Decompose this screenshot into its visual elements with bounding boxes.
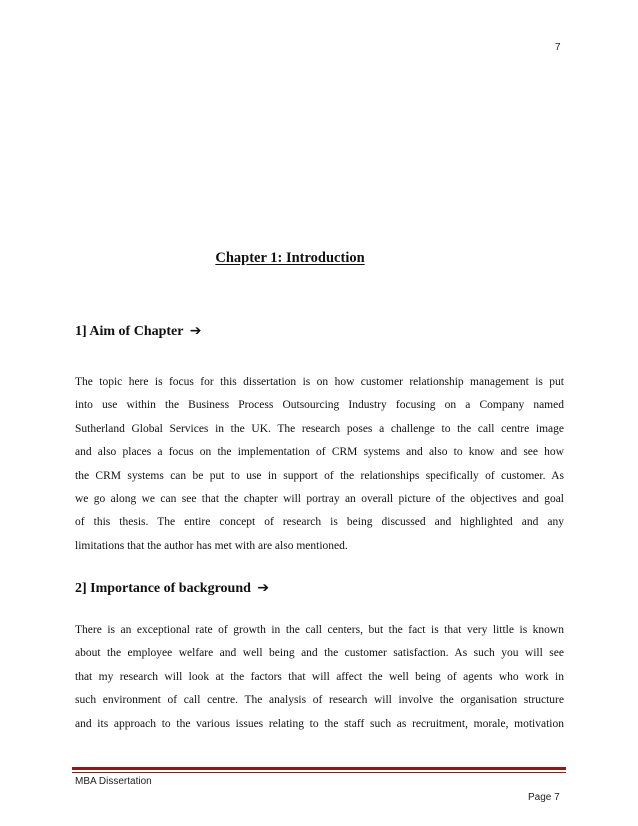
right-arrow-icon: ➔ [257,580,270,596]
footer-divider-thin [72,772,566,773]
paragraph-line: such environment of call centre. The analysis of research will involve the organisation structure [75,694,564,707]
chapter-title: Chapter 1: Introduction [215,250,365,266]
paragraph-line: we go along we can see that the chapter will portray an overall picture of the objectives and goal [75,492,564,505]
paragraph-line: that my research will look at the factors that will affect the well being of agents who work in [75,670,564,683]
paragraph-aim [75,371,564,558]
paragraph-line: limitations that the author has met with are also mentioned. [75,539,348,552]
paragraph-line: Sutherland Global Services in the UK. The research poses a challenge to the call centre image [75,422,564,435]
section-heading-text: 1] Aim of Chapter [75,324,184,339]
header-page-number: 7 [555,42,561,53]
paragraph-line: the CRM systems can be put to use in support of the relationships specifically of customer. As [75,469,564,482]
paragraph-line: There is an exceptional rate of growth in the call centers, but the fact is that very little is known [75,624,564,636]
paragraph-line: and its approach to the various issues relating to the staff such as recruitment, morale, motivation [75,717,564,730]
paragraph-background [75,619,564,736]
paragraph-line: about the employee welfare and well being and the customer satisfaction. As such you will see [75,647,564,660]
section-heading-aim [75,323,201,340]
paragraph-line: The topic here is focus for this dissertation is on how customer relationship management is put [75,376,564,388]
section-heading-text: 2] Importance of background [75,581,251,596]
right-arrow-icon: ➔ [189,323,202,339]
paragraph-line: of this thesis. The entire concept of research is being discussed and highlighted and any [75,516,564,529]
footer-page-number: Page 7 [528,792,560,803]
paragraph-line: and also places a focus on the implementation of CRM systems and also to know and see how [75,446,564,459]
paragraph-line: into use within the Business Process Outsourcing Industry focusing on a Company named [75,399,564,412]
section-heading-background [75,580,269,597]
footer-document-title: MBA Dissertation [75,776,152,787]
footer-divider [72,767,566,770]
